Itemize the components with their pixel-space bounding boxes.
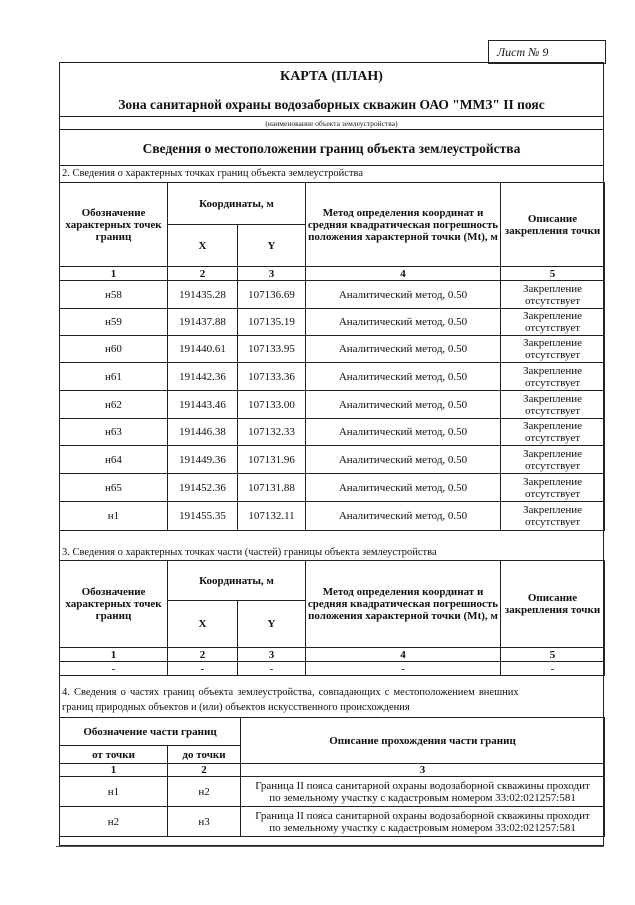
fixation: Закрепление отсутствует [501, 363, 605, 391]
coord-x: 191446.38 [168, 419, 238, 446]
coord-y: 107133.00 [238, 391, 306, 419]
head-desc: Описание прохождения части границ [241, 718, 605, 764]
sheet-number: Лист № 9 [488, 40, 606, 64]
head-x: X [168, 601, 238, 648]
fixation: Закрепление отсутствует [501, 419, 605, 446]
table-row [60, 502, 605, 531]
coord-y: 107132.11 [238, 502, 306, 531]
fixation: Закрепление отсутствует [501, 474, 605, 502]
coord-x: 191440.61 [168, 336, 238, 363]
table-row [60, 807, 605, 837]
fixation: Закрепление отсутствует [501, 446, 605, 474]
part-description [241, 777, 605, 807]
method: Аналитический метод, 0.50 [306, 446, 501, 474]
point-id: н63 [60, 419, 168, 446]
col-num: 5 [501, 267, 605, 281]
table-row [60, 281, 605, 309]
divider [59, 165, 604, 166]
col-num: 4 [306, 267, 501, 281]
coord-y: 107136.69 [238, 281, 306, 309]
head-from: от точки [60, 746, 168, 764]
coord-x: 191442.36 [168, 363, 238, 391]
method: Аналитический метод, 0.50 [306, 281, 501, 309]
method: Аналитический метод, 0.50 [306, 309, 501, 336]
empty-cell: - [501, 662, 605, 676]
head-method: Метод определения координат и средняя квадратическая погрешность положения характерной точки (Mt), м [306, 561, 501, 648]
head-method: Метод определения координат и средняя квадратическая погрешность положения характерной точки (Mt), м [306, 183, 501, 267]
point-id: н62 [60, 391, 168, 419]
col-num: 2 [168, 648, 238, 662]
table-row [60, 777, 605, 807]
section3-caption: 3. Сведения о характерных точках части (частей) границы объекта землеустройства [62, 547, 437, 558]
table-row [60, 309, 605, 336]
head-coords: Координаты, м [168, 561, 306, 601]
point-id: н60 [60, 336, 168, 363]
section4-caption-line1: 4. Сведения о частях границ объекта землеустройства, совпадающих с местоположением внешних [62, 687, 519, 698]
coord-y: 107133.36 [238, 363, 306, 391]
col-num: 3 [241, 764, 605, 777]
coord-y: 107133.95 [238, 336, 306, 363]
coord-x: 191452.36 [168, 474, 238, 502]
col-num: 1 [60, 267, 168, 281]
table-row [60, 363, 605, 391]
coord-y: 107131.96 [238, 446, 306, 474]
coord-x: 191437.88 [168, 309, 238, 336]
method: Аналитический метод, 0.50 [306, 419, 501, 446]
object-name: Зона санитарной охраны водозаборных скважин ОАО "ММЗ" II пояс [118, 97, 545, 112]
table-row [60, 336, 605, 363]
col-num: 2 [168, 764, 241, 777]
coord-y: 107131.88 [238, 474, 306, 502]
head-fix: Описание закрепления точки [501, 183, 605, 267]
divider [59, 129, 604, 130]
page-title: КАРТА (ПЛАН) [280, 69, 383, 84]
part-points-table [59, 560, 605, 676]
point-id: н61 [60, 363, 168, 391]
head-to: до точки [168, 746, 241, 764]
col-num: 1 [60, 764, 168, 777]
col-num: 1 [60, 648, 168, 662]
col-num: 3 [238, 648, 306, 662]
coord-x: 191449.36 [168, 446, 238, 474]
point-id: н59 [60, 309, 168, 336]
table-row [60, 474, 605, 502]
fixation: Закрепление отсутствует [501, 336, 605, 363]
frame-shadow-line [56, 846, 604, 849]
method: Аналитический метод, 0.50 [306, 474, 501, 502]
desc-line: Граница II пояса санитарной охраны водозаборной скважины проходит [255, 809, 590, 822]
section2-caption: 2. Сведения о характерных точках границ объекта землеустройства [62, 168, 364, 179]
coord-x: 191455.35 [168, 502, 238, 531]
points-table [59, 182, 605, 531]
head-point: Обозначение характерных точек границ [60, 183, 168, 267]
part-description [241, 807, 605, 837]
point-id: н65 [60, 474, 168, 502]
parts-table [59, 717, 605, 837]
head-parts: Обозначение части границ [60, 718, 241, 746]
method: Аналитический метод, 0.50 [306, 336, 501, 363]
from-point: н2 [60, 807, 168, 837]
fixation: Закрепление отсутствует [501, 281, 605, 309]
coord-x: 191443.46 [168, 391, 238, 419]
fixation: Закрепление отсутствует [501, 309, 605, 336]
coord-y: 107132.33 [238, 419, 306, 446]
to-point: н2 [168, 777, 241, 807]
col-num: 5 [501, 648, 605, 662]
fixation: Закрепление отсутствует [501, 391, 605, 419]
head-x: X [168, 225, 238, 267]
desc-line: по земельному участку с кадастровым номером 33:02:021257:581 [269, 791, 576, 804]
empty-cell: - [238, 662, 306, 676]
head-coords: Координаты, м [168, 183, 306, 225]
desc-line: Граница II пояса санитарной охраны водозаборной скважины проходит [255, 779, 590, 792]
section4-caption-line2: границ природных объектов и (или) объектов искусственного происхождения [62, 702, 410, 713]
col-num: 2 [168, 267, 238, 281]
empty-cell: - [306, 662, 501, 676]
method: Аналитический метод, 0.50 [306, 363, 501, 391]
point-id: н58 [60, 281, 168, 309]
method: Аналитический метод, 0.50 [306, 502, 501, 531]
empty-cell: - [168, 662, 238, 676]
point-id: н1 [60, 502, 168, 531]
method: Аналитический метод, 0.50 [306, 391, 501, 419]
col-num: 3 [238, 267, 306, 281]
empty-cell: - [60, 662, 168, 676]
to-point: н3 [168, 807, 241, 837]
section-title: Сведения о местоположении границ объекта землеустройства [142, 141, 521, 156]
desc-line: по земельному участку с кадастровым номером 33:02:021257:581 [269, 821, 576, 834]
table-row [60, 391, 605, 419]
coord-x: 191435.28 [168, 281, 238, 309]
col-num: 4 [306, 648, 501, 662]
table-row [60, 419, 605, 446]
coord-y: 107135.19 [238, 309, 306, 336]
divider [59, 116, 604, 117]
table-row [60, 662, 605, 676]
head-y: Y [238, 225, 306, 267]
from-point: н1 [60, 777, 168, 807]
head-point: Обозначение характерных точек границ [60, 561, 168, 648]
point-id: н64 [60, 446, 168, 474]
head-fix: Описание закрепления точки [501, 561, 605, 648]
object-name-note: (наименование объекта землеустройства) [265, 119, 398, 128]
table-row [60, 446, 605, 474]
fixation: Закрепление отсутствует [501, 502, 605, 531]
head-y: Y [238, 601, 306, 648]
